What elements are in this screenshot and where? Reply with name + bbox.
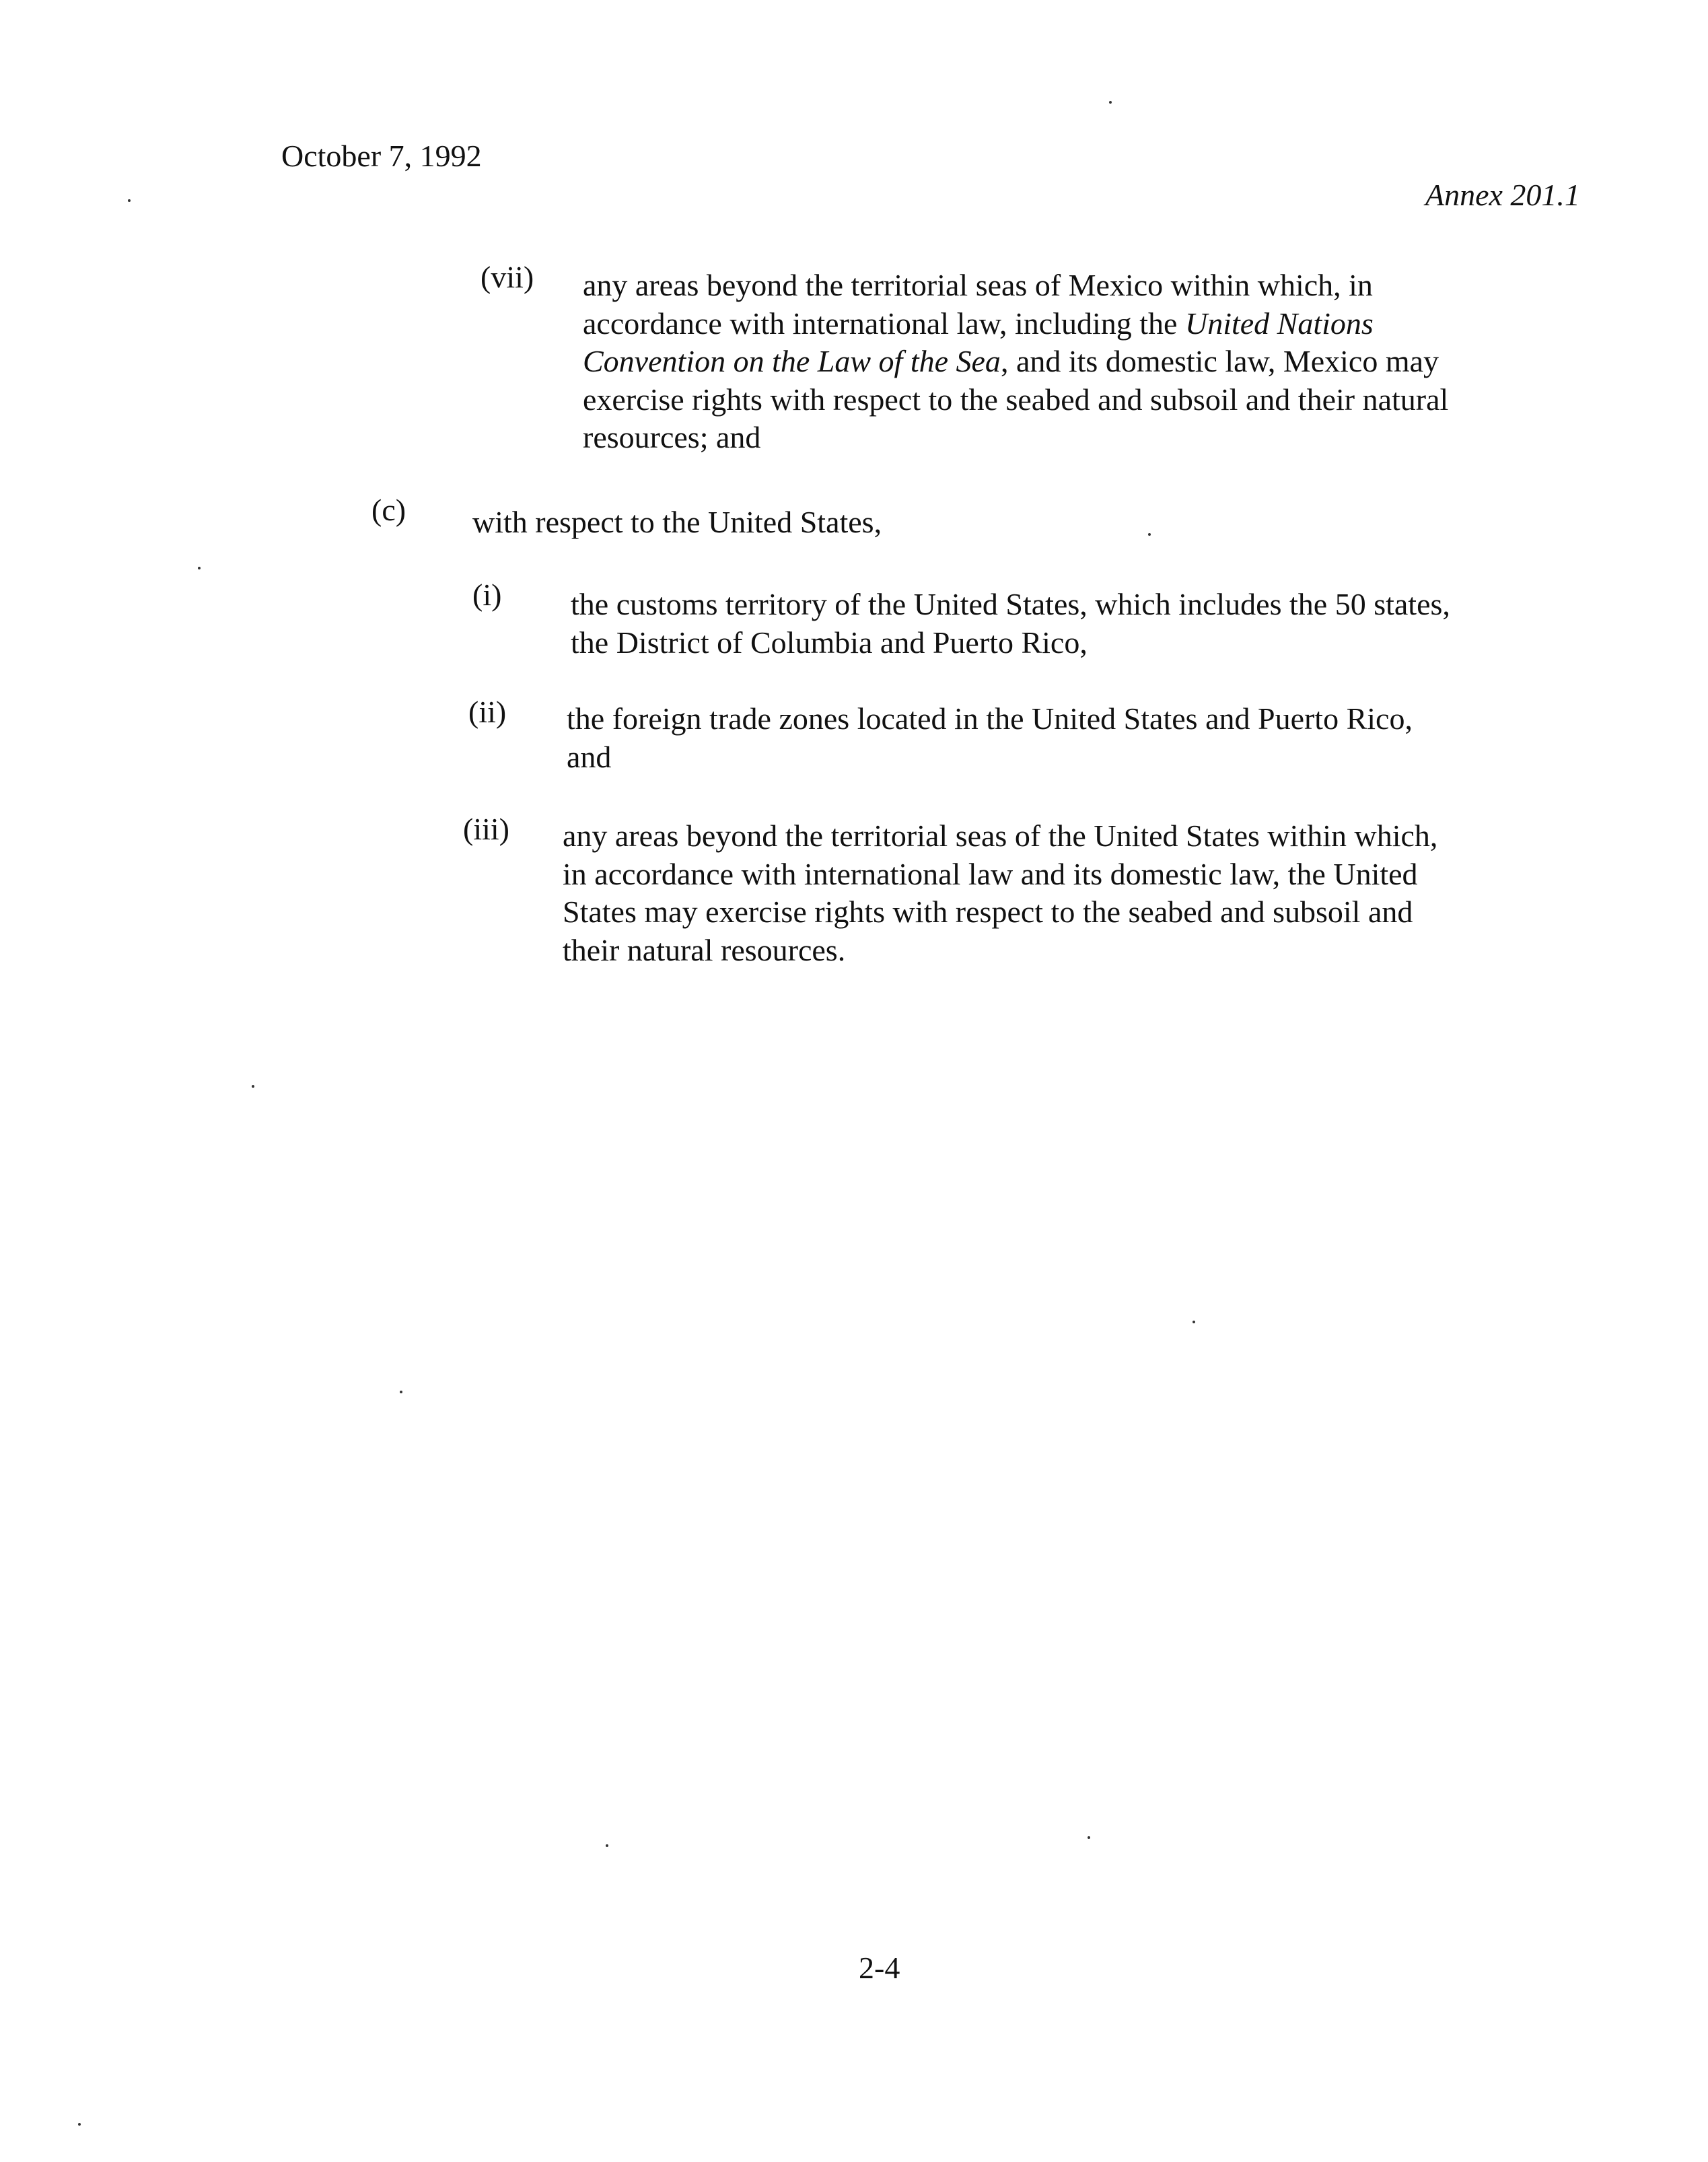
item-c-i-line-2: the District of Columbia and Puerto Rico, <box>571 625 1088 660</box>
item-vii-text <box>583 267 1448 457</box>
item-c-iii-line-3: States may exercise rights with respect to the seabed and subsoil and <box>563 895 1413 929</box>
item-vii-line-3 <box>583 343 1448 381</box>
scan-speck <box>1088 1836 1090 1839</box>
document-date: October 7, 1992 <box>281 139 482 173</box>
scan-speck <box>400 1391 402 1393</box>
item-c-ii-text <box>567 700 1413 776</box>
item-c-iii-line-1: any areas beyond the territorial seas of the United States within which, <box>563 818 1438 853</box>
page-number: 2-4 <box>859 1951 900 1985</box>
item-vii-line-1: any areas beyond the territorial seas of Mexico within which, in <box>583 268 1373 302</box>
scan-speck <box>1193 1321 1195 1323</box>
scan-speck <box>252 1085 254 1088</box>
item-c-ii-label: (ii) <box>468 695 507 729</box>
item-c-text: with respect to the United States, <box>472 505 882 539</box>
item-c-ii-line-2: and <box>567 739 612 774</box>
scan-speck <box>78 2123 81 2126</box>
scan-speck <box>1148 533 1151 536</box>
item-c-ii-line-1: the foreign trade zones located in the United States and Puerto Rico, <box>567 701 1413 736</box>
scan-speck <box>606 1844 608 1847</box>
scan-speck <box>198 567 201 569</box>
item-c-label: (c) <box>371 493 406 527</box>
item-vii-label: (vii) <box>481 260 534 294</box>
item-c-iii-label: (iii) <box>463 812 509 846</box>
item-vii-line-2b: United Nations <box>1184 306 1374 341</box>
item-c-i-label: (i) <box>472 578 502 612</box>
item-vii-line-3b: , and its domestic law, Mexico may <box>1000 344 1439 378</box>
item-c-iii-line-2: in accordance with international law and its domestic law, the United <box>563 856 1418 891</box>
item-vii-line-5: resources; and <box>583 420 761 454</box>
item-vii-line-2 <box>583 305 1448 343</box>
annex-label: Annex 201.1 <box>1425 178 1580 212</box>
scan-speck <box>1109 101 1112 104</box>
item-c-i-line-1: the customs territory of the United States, which includes the 50 states, <box>571 587 1450 621</box>
item-c-iii-line-4: their natural resources. <box>563 932 846 967</box>
scan-speck <box>128 199 131 202</box>
item-c-iii-text <box>563 817 1437 969</box>
item-c-i-text <box>571 586 1450 662</box>
item-vii-line-3a: Convention on the Law of the Sea <box>583 344 1001 378</box>
item-vii-line-4: exercise rights with respect to the seabed and subsoil and their natural <box>583 382 1449 417</box>
item-vii-line-2a: accordance with international law, including the <box>583 306 1185 341</box>
